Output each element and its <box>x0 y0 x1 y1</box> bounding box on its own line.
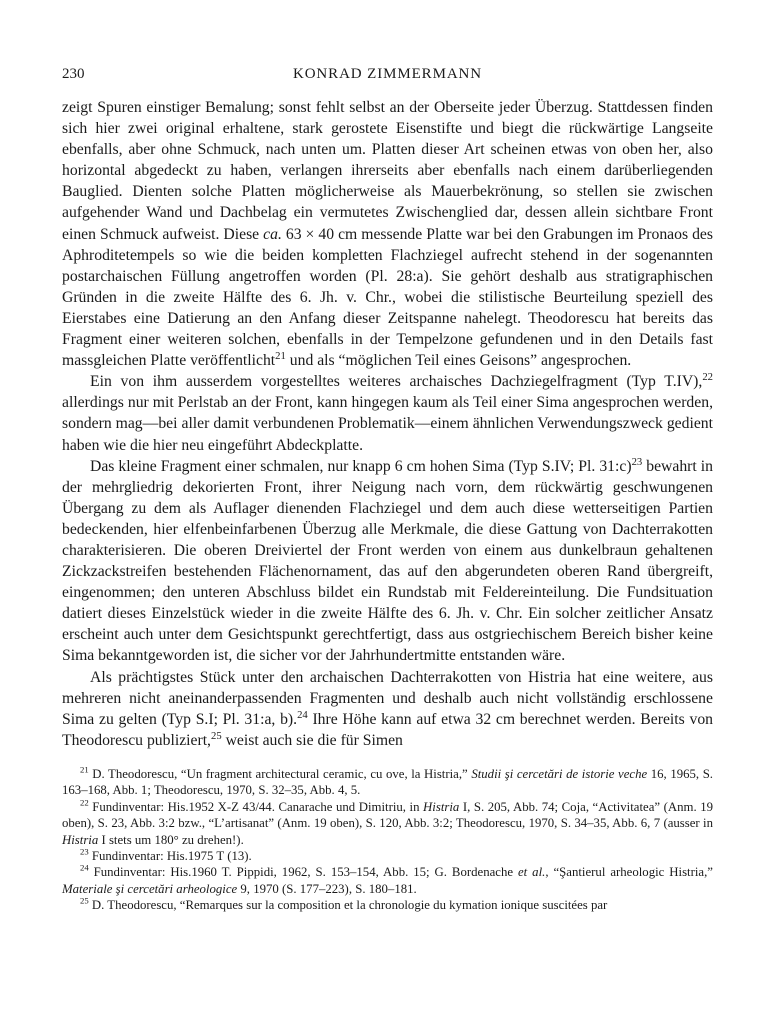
footnote-ref-25[interactable]: 25 <box>210 729 222 742</box>
paragraph-1: zeigt Spuren einstiger Bemalung; sonst fehlt selbst an der Oberseite jeder Überzug. Stattdessen finden sich hier zwei original erhaltene, stark gerostete Eisenstifte und biegt die rückwärtige Langseite ebenfalls, aber ohne Schmuck, nach unten um. Platten dieser Art scheinen etwas von oben her, also horizontal abgedeckt zu haben, verlangen ihrerseits aber ebenfalls nach einem darüberliegenden Bauglied. Dienten solche Platten möglicherweise als Mauerbekrönung, so stellen sie zwischen aufgehender Wand und Dachbelag ein vermutetes Zwischenglied dar, dessen allein sichtbare Front einen Schmuck aufweist. Diese ca. 63 × 40 cm messende Platte war bei den Grabungen im Pronaos des Aphroditetempels so wie die beiden kompletten Flachziegel aufrecht stehend in der sogenannten postarchaischen Füllung angetroffen worden (Pl. 28:a). Sie gehört deshalb aus stratigraphischen Gründen in die zweite Hälfte des 6. Jh. v. Chr., wobei die stilistische Beurteilung speziell des Eierstabes eine Datierung an den Anfang dieser Zeitspanne nahelegt. Theodorescu hat bereits das Fragment einer weiteren solchen, ebenfalls in der Tempelzone gefundenen und in den Details fast massgleichen Platte veröffentlicht$^{21}$ und als “möglichen Teil eines Geisons” angesprochen. <box>62 99 714 370</box>
document-page <box>62 66 713 914</box>
running-header <box>62 66 713 88</box>
footnotes <box>62 766 713 914</box>
footnote-number: 22 <box>80 797 89 808</box>
footnote-number: 25 <box>80 895 89 906</box>
footnote-21: $^{21}$ D. Theodorescu, “Un fragment architectural ceramic, cu ove, la Histria,” Studii şi cercetări de istorie veche 16, 1965, S. 163–168, Abb. 1; Theodorescu, 1970, S. 32–35, Abb. 4, 5. <box>62 764 714 798</box>
page-number: 230 <box>62 66 85 82</box>
body-text <box>62 97 713 751</box>
footnote-number: 21 <box>80 764 89 775</box>
footnote-ref-23[interactable]: 23 <box>631 455 643 468</box>
footnote-ref-24[interactable]: 24 <box>297 708 308 721</box>
footnote-ref-21[interactable]: 21 <box>275 349 286 362</box>
footnote-23: $^{23}$ Fundinventar: His.1975 T (13). <box>80 846 252 863</box>
footnote-25: $^{25}$ D. Theodorescu, “Remarques sur la composition et la chronologie du kymation ionique suscitées par <box>80 895 608 913</box>
running-head-author: KONRAD ZIMMERMANN <box>292 66 483 82</box>
footnote-24: $^{24}$ Fundinventar: His.1960 T. Pippidi, 1962, S. 153–154, Abb. 15; G. Bordenache et al., “Şantierul arheologic Histria,” Materiale şi cercetări arheologice 9, 1970 (S. 177–223), S. 180–181. <box>62 863 713 896</box>
footnote-number: 23 <box>80 846 89 857</box>
footnote-ref-22[interactable]: 22 <box>702 370 713 383</box>
footnote-number: 24 <box>80 863 89 874</box>
paragraph-4: Als prächtigstes Stück unter den archaischen Dachterrakotten von Histria hat eine weitere, aus mehreren nicht aneinanderpassenden Fragmenten und deshalb auch nicht vollständig erschlossene Sima zu gelten (Typ S.I; Pl. 31:a, b).$^{24}$ Ihre Höhe kann auf etwa 32 cm berechnet werden. Bereits von Theodorescu publiziert,$^{25}$ weist auch sie die für Simen <box>62 668 714 749</box>
paragraph-3: Das kleine Fragment einer schmalen, nur knapp 6 cm hohen Sima (Typ S.IV; Pl. 31:c)$^{23}$ bewahrt in der mehrgliedrig dekorierten Front, ihrer Neigung nach vorn, dem rückwärtig geschwungenen Übergang zu dem als Auflager dienenden Flachziegel und dem auch diese wetterseitigen Partien bedeckenden, hier elfenbeinfarbenen Überzug alle Merkmale, die diese Gattung von Dachterrakotten charakterisieren. Die oberen Dreiviertel der Front werden von einem aus dunkelbraun gehaltenen Zickzackstreifen bestehenden Flächenornament, das auf den abgerundeten oberen Rand übergreift, eingenommen; den unteren Abschluss bildet ein Rundstab mit Feldereinteilung. Die Fundsituation datiert dieses Einzelstück wieder in die zweite Hälfte des 6. Jh. v. Chr. Ein solcher zeitlicher Ansatz erscheint auch unter dem Gesichtspunkt gerechtfertigt, dass aus ostgriechischem Bereich bisher keine Sima bekanntgeworden ist, die sicher vor der Jahrhundertmitte entstanden wäre. <box>62 455 713 665</box>
paragraph-2: Ein von ihm ausserdem vorgestelltes weiteres archaisches Dachziegelfragment (Typ T.IV),$^{22}$ allerdings nur mit Perlstab an der Front, kann hingegen kaum als Teil einer Sima angesprochen werden, sondern mag—bei aller damit verbundenen Problematik—einem ähnlichen Verwendungszweck gedient haben wie die hier neu eingeführt Abdeckplatte. <box>62 370 713 454</box>
footnote-22: $^{22}$ Fundinventar: His.1952 X-Z 43/44. Canarache und Dimitriu, in Histria I, S. 205, Abb. 74; Coja, “Activitatea” (Anm. 19 oben), S. 23, Abb. 3:2 bzw., “L’artisanat” (Anm. 19 oben), S. 120, Abb. 3:2; Theodorescu, 1970, S. 34–35, Abb. 6, 7 (ausser in Histria I stets um 180° zu drehen!). <box>62 797 713 847</box>
